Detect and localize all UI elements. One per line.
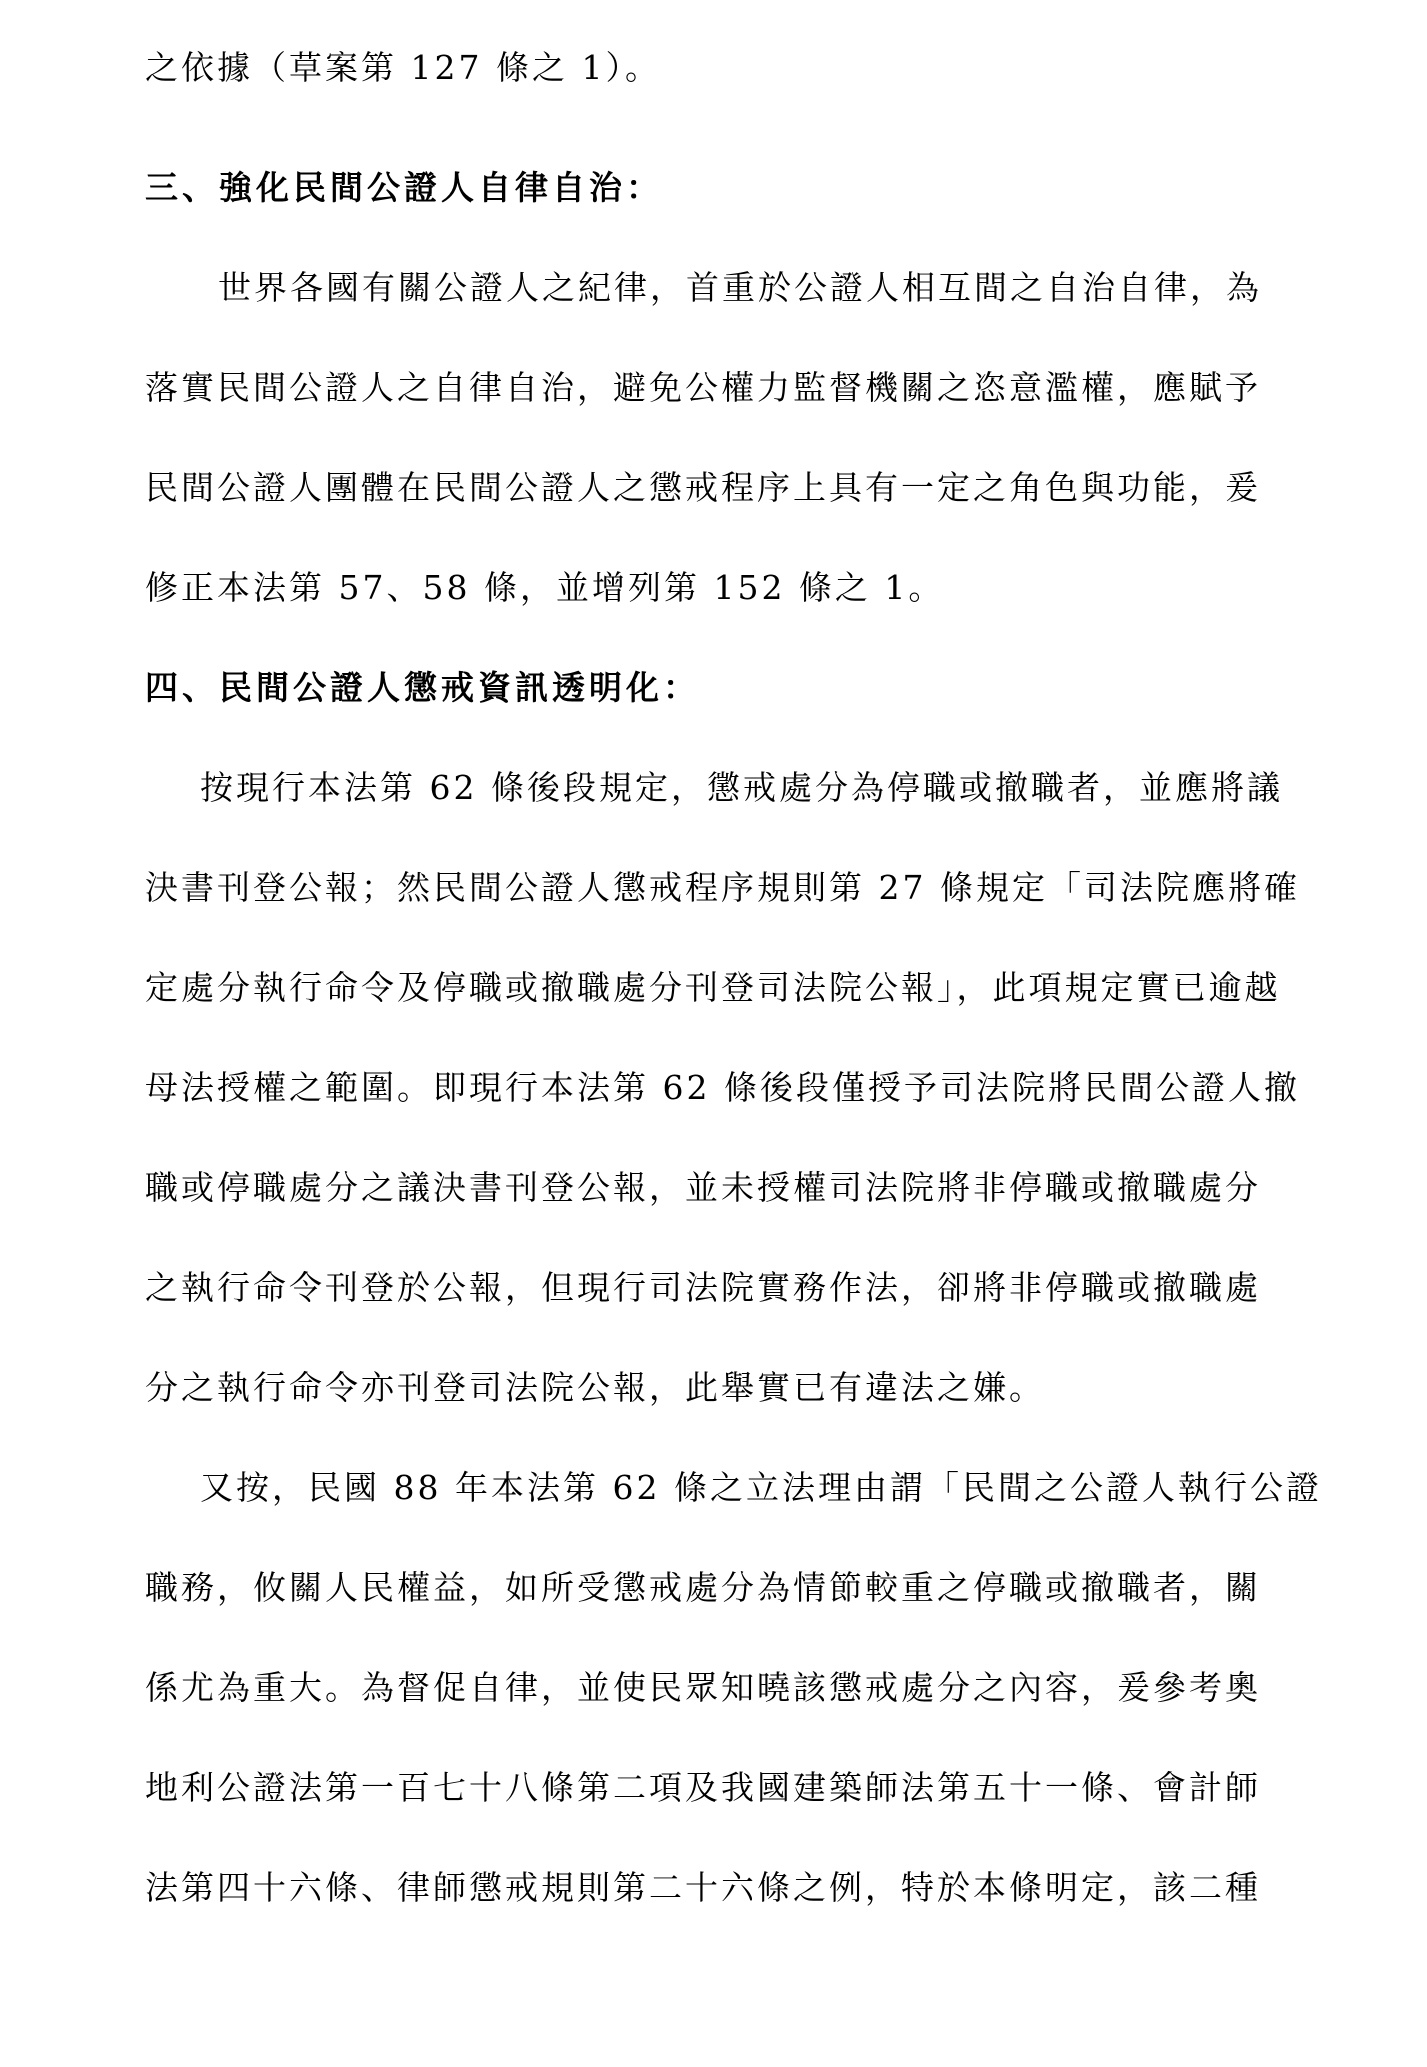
text-line: 職務，攸關人民權益，如所受懲戒處分為情節較重之停職或撤職者，關	[145, 1568, 1261, 1607]
text-line: 定處分執行命令及停職或撤職處分刊登司法院公報」，此項規定實已逾越	[145, 968, 1281, 1007]
text-line: 修正本法第 57、58 條，並增列第 152 條之 1。	[145, 568, 945, 607]
text-line: 職或停職處分之議決書刊登公報，並未授權司法院將非停職或撤職處分	[145, 1168, 1261, 1207]
text-line: 法第四十六條、律師懲戒規則第二十六條之例，特於本條明定，該二種	[145, 1868, 1261, 1907]
text-line: 又按，民國 88 年本法第 62 條之立法理由謂「民間之公證人執行公證	[200, 1468, 1322, 1507]
text-line: 之執行命令刊登於公報，但現行司法院實務作法，卻將非停職或撤職處	[145, 1268, 1261, 1307]
text-line: 母法授權之範圍。即現行本法第 62 條後段僅授予司法院將民間公證人撤	[145, 1068, 1300, 1107]
section-heading-4: 四、民間公證人懲戒資訊透明化：	[145, 668, 700, 707]
text-line: 民間公證人團體在民間公證人之懲戒程序上具有一定之角色與功能，爰	[145, 468, 1261, 507]
text-line: 之依據（草案第 127 條之 1）。	[145, 48, 661, 87]
text-line: 分之執行命令亦刊登司法院公報，此舉實已有違法之嫌。	[145, 1368, 1045, 1407]
text-line: 落實民間公證人之自律自治，避免公權力監督機關之恣意濫權，應賦予	[145, 368, 1261, 407]
text-line: 決書刊登公報；然民間公證人懲戒程序規則第 27 條規定「司法院應將確	[145, 868, 1300, 907]
text-line: 按現行本法第 62 條後段規定，懲戒處分為停職或撤職者，並應將議	[200, 768, 1283, 807]
text-line: 世界各國有關公證人之紀律，首重於公證人相互間之自治自律，為	[218, 268, 1262, 307]
text-line: 係尤為重大。為督促自律，並使民眾知曉該懲戒處分之內容，爰參考奧	[145, 1668, 1261, 1707]
section-heading-3: 三、強化民間公證人自律自治：	[145, 168, 663, 207]
text-line: 地利公證法第一百七十八條第二項及我國建築師法第五十一條、會計師	[145, 1768, 1261, 1807]
